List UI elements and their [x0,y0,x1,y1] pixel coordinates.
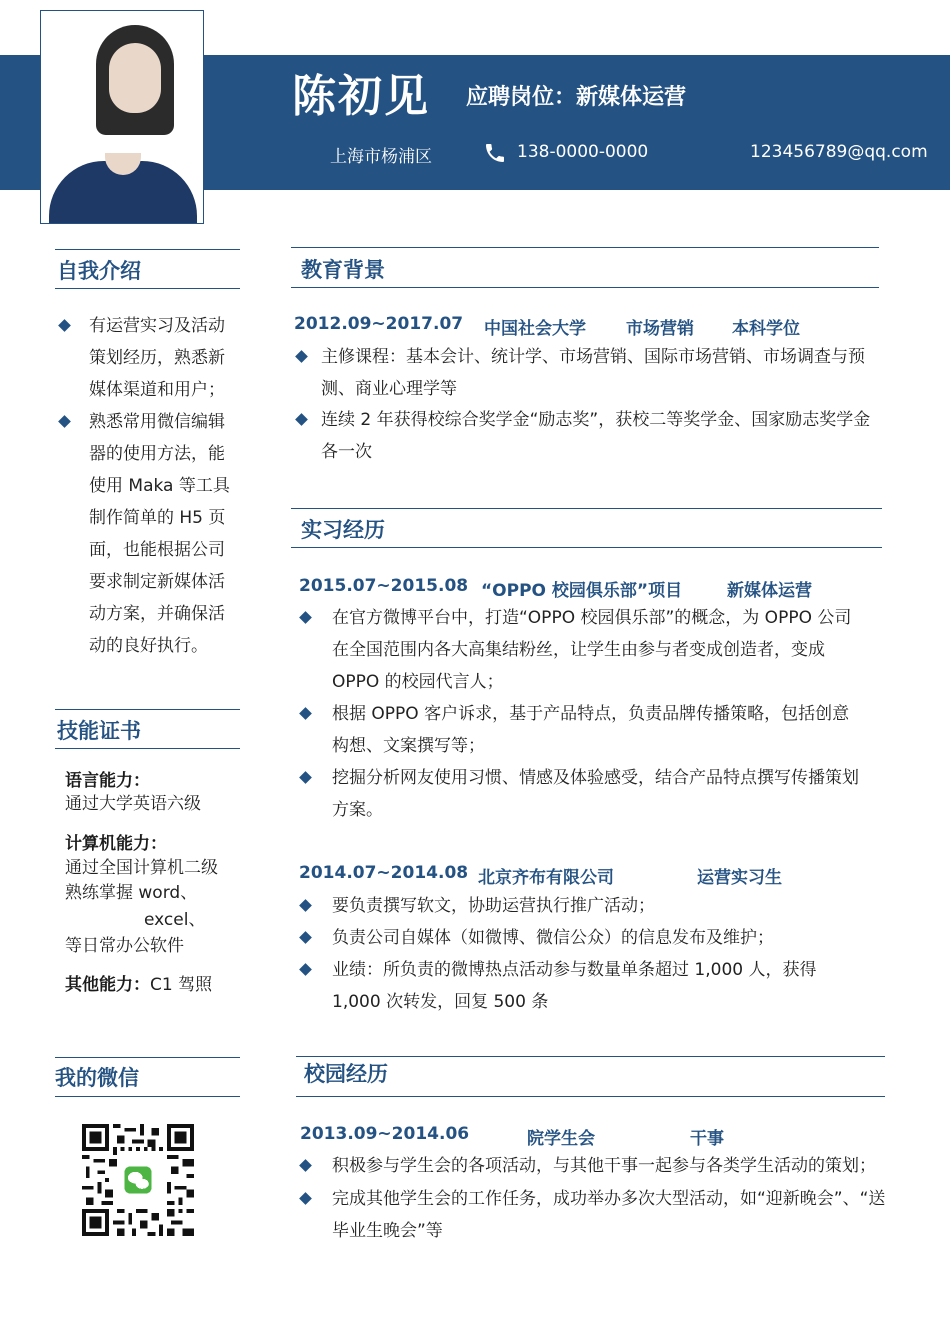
internship-org: “OPPO 校园俱乐部”项目 [481,581,683,601]
internship-role: 新媒体运营 [727,581,812,601]
profile-photo [40,10,204,224]
internship-item: 挖掘分析网友使用习惯、情感及体验感受，结合产品特点撰写传播策划方案。 [301,762,866,826]
phone-icon [483,141,507,165]
computer-value: 等日常办公软件 [65,936,184,956]
internship-item: 业绩：所负责的微博热点活动参与数量单条超过 1,000 人，获得 1,000 次转发，回复 500 条 [301,954,831,1018]
section-divider [55,1096,240,1097]
other-skill [65,970,212,997]
internship-role: 运营实习生 [697,868,782,888]
bullet-diamond-icon [58,415,71,428]
self-intro-title: 自我介绍 [57,259,141,283]
self-intro-item: 熟悉常用微信编辑器的使用方法，能使用 Maka 等工具制作简单的 H5 页面，也能根据公司要求制定新媒体活动方案，并确保活动的良好执行。 [60,406,240,662]
section-divider [291,287,879,288]
job-title: 应聘岗位：新媒体运营 [466,85,687,110]
bullet-diamond-icon [299,1192,312,1205]
bullet-diamond-icon [58,319,71,332]
campus-org: 院学生会 [527,1129,595,1149]
section-divider [55,288,240,289]
internship-item: 负责公司自媒体（如微博、微信公众）的信息发布及维护； [301,922,866,954]
language-value: 通过大学英语六级 [65,794,201,814]
section-divider [291,508,882,509]
section-divider [291,247,879,248]
bullet-diamond-icon [299,611,312,624]
location-text: 上海市杨浦区 [330,147,432,167]
skills-title: 技能证书 [57,719,141,743]
internship-item: 要负责撰写软文，协助运营执行推广活动； [301,890,866,922]
internship-item: 在官方微博平台中，打造“OPPO 校园俱乐部”的概念，为 OPPO 公司在全国范围内各大高集结粉丝，让学生由参与者变成创造者，变成 OPPO 的校园代言人； [301,602,866,698]
bullet-diamond-icon [299,963,312,976]
section-divider [296,1056,885,1057]
education-period: 2012.09~2017.07 [294,314,464,334]
language-label: 语言能力： [65,771,150,791]
internship-org: 北京齐布有限公司 [478,868,614,888]
campus-item: 完成其他学生会的工作任务，成功举办多次大型活动，如“迎新晚会”、“送毕业生晚会”等 [301,1183,891,1247]
wechat-title: 我的微信 [55,1066,139,1090]
campus-period: 2013.09~2014.06 [300,1124,470,1144]
education-degree: 本科学位 [732,319,800,339]
section-divider [55,249,240,250]
self-intro-item: 有运营实习及活动策划经历，熟悉新媒体渠道和用户； [60,310,240,406]
section-divider [55,748,240,749]
computer-value: 通过全国计算机二级 [65,858,218,878]
candidate-name: 陈初见 [292,71,430,122]
other-label: 其他能力： [65,975,150,995]
computer-value: excel、 [144,910,206,930]
internship-title: 实习经历 [301,518,385,542]
education-item: 连续 2 年获得校综合奖学金“励志奖”，获校二等奖学金、国家励志奖学金各一次 [297,404,887,468]
other-value: C1 驾照 [150,975,213,995]
internship-item: 根据 OPPO 客户诉求，基于产品特点，负责品牌传播策略，包括创意构想、文案撰写等； [301,698,866,762]
section-divider [55,1057,240,1058]
campus-title: 校园经历 [304,1062,388,1086]
education-item: 主修课程：基本会计、统计学、市场营销、国际市场营销、市场调查与预测、商业心理学等 [297,341,887,405]
campus-role: 干事 [690,1129,724,1149]
section-divider [55,709,240,710]
internship-period: 2015.07~2015.08 [299,576,469,596]
internship-period: 2014.07~2014.08 [299,863,469,883]
phone-text: 138-0000-0000 [517,142,649,162]
education-title: 教育背景 [301,258,385,282]
bullet-diamond-icon [299,1159,312,1172]
bullet-diamond-icon [299,899,312,912]
bullet-diamond-icon [299,931,312,944]
bullet-diamond-icon [299,707,312,720]
computer-label: 计算机能力： [65,834,167,854]
education-school: 中国社会大学 [484,319,586,339]
wechat-qr-code [82,1124,194,1236]
section-divider [291,547,882,548]
bullet-diamond-icon [295,413,308,426]
email-text: 123456789@qq.com [750,142,928,162]
section-divider [296,1096,885,1097]
bullet-diamond-icon [295,350,308,363]
education-major: 市场营销 [626,319,694,339]
campus-item: 积极参与学生会的各项活动，与其他干事一起参与各类学生活动的策划； [301,1150,891,1182]
bullet-diamond-icon [299,771,312,784]
computer-value: 熟练掌握 word、 [65,883,198,903]
